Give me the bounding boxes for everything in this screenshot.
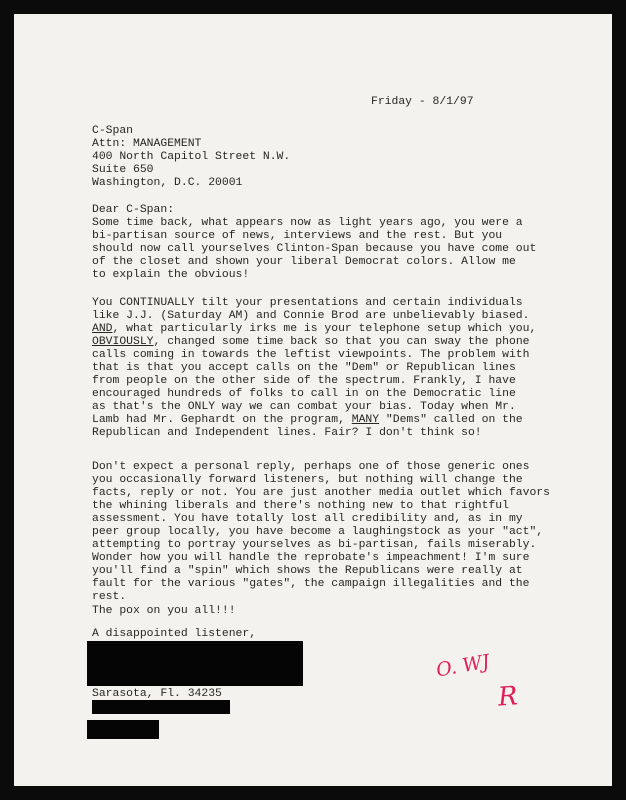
paragraph-3-line: you occasionally forward listeners, but nothing will change the: [92, 474, 523, 486]
paragraph-2-line: from people on the other side of the spectrum. Frankly, I have: [92, 375, 516, 387]
address-line: Attn: MANAGEMENT: [92, 138, 202, 150]
underlined-word: MANY: [351, 414, 380, 426]
address-line: C-Span: [92, 125, 134, 137]
address-line: Suite 650: [92, 164, 154, 176]
handwritten-initial: R: [496, 681, 519, 713]
paragraph-3-line: the whining liberals and there's nothing new to that rightful: [92, 500, 509, 512]
line-text: Lamb had Mr. Gephardt on the program,: [92, 414, 352, 426]
city-line: Sarasota, Fl. 34235: [92, 688, 222, 700]
paragraph-1-line: of the closet and shown your liberal Democrat colors. Allow me: [92, 256, 516, 268]
paragraph-1-line: bi-partisan source of news, interviews and the rest. But you: [92, 230, 503, 242]
paragraph-2-line: like J.J. (Saturday AM) and Connie Brod are unbelievably biased.: [92, 310, 530, 322]
paragraph-3-line: fault for the various "gates", the campaign illegalities and the: [92, 578, 530, 590]
paragraph-2-line: [92, 414, 523, 427]
paragraph-1-line: to explain the obvious!: [92, 269, 250, 281]
paragraph-2-line: encouraged hundreds of folks to call in on the Democratic line: [92, 388, 516, 400]
closing-line: The pox on you all!!!: [92, 605, 236, 617]
address-line: 400 North Capitol Street N.W.: [92, 151, 291, 163]
handwritten-note: O. WJ: [434, 650, 492, 682]
paragraph-2-line: that is that you accept calls on the "Dem" or Republican lines: [92, 362, 516, 374]
paragraph-1-line: Some time back, what appears now as light years ago, you were a: [92, 217, 523, 229]
paragraph-3-line: rest.: [92, 591, 127, 603]
underlined-word: OBVIOUSLY: [92, 336, 154, 348]
line-text: "Dems" called on the: [379, 414, 523, 426]
paragraph-3-line: you'll find a "spin" which shows the Republicans were really at: [92, 565, 523, 577]
paragraph-1-line: should now call yourselves Clinton-Span because you have come out: [92, 243, 537, 255]
letter-date: Friday - 8/1/97: [371, 96, 474, 108]
address-line: Washington, D.C. 20001: [92, 177, 243, 189]
paragraph-2-line: [92, 336, 529, 349]
paragraph-3-line: assessment. You have totally lost all credibility and, as in my: [92, 513, 523, 525]
line-text: , changed some time back so that you can sway the phone: [153, 336, 530, 348]
paragraph-2-line: You CONTINUALLY tilt your presentations and certain individuals: [92, 297, 523, 309]
paragraph-2-line: calls coming in towards the leftist viewpoints. The problem with: [92, 349, 530, 361]
paragraph-3-line: attempting to portray yourselves as bi-partisan, fails miserably.: [92, 539, 537, 551]
paragraph-3-line: peer group locally, you have become a laughingstock as your "act",: [92, 526, 544, 538]
signoff: A disappointed listener,: [92, 628, 257, 640]
salutation: Dear C-Span:: [92, 204, 175, 216]
paragraph-2-line: Republican and Independent lines. Fair? I don't think so!: [92, 427, 482, 439]
redaction-bar: [92, 700, 230, 714]
paragraph-2-line: [92, 323, 536, 336]
line-text: , what particularly irks me is your telephone setup which you,: [112, 323, 537, 335]
paragraph-3-line: Don't expect a personal reply, perhaps one of those generic ones: [92, 461, 530, 473]
underlined-word: AND: [92, 323, 113, 335]
paragraph-3-line: Wonder how you will handle the reprobate's impeachment! I'm sure: [92, 552, 530, 564]
redaction-bar: [87, 641, 303, 686]
redaction-bar: [87, 720, 159, 739]
paragraph-3-line: facts, reply or not. You are just another media outlet which favors: [92, 487, 550, 499]
paragraph-2-line: as that's the ONLY way we can combat your bias. Today when Mr.: [92, 401, 516, 413]
